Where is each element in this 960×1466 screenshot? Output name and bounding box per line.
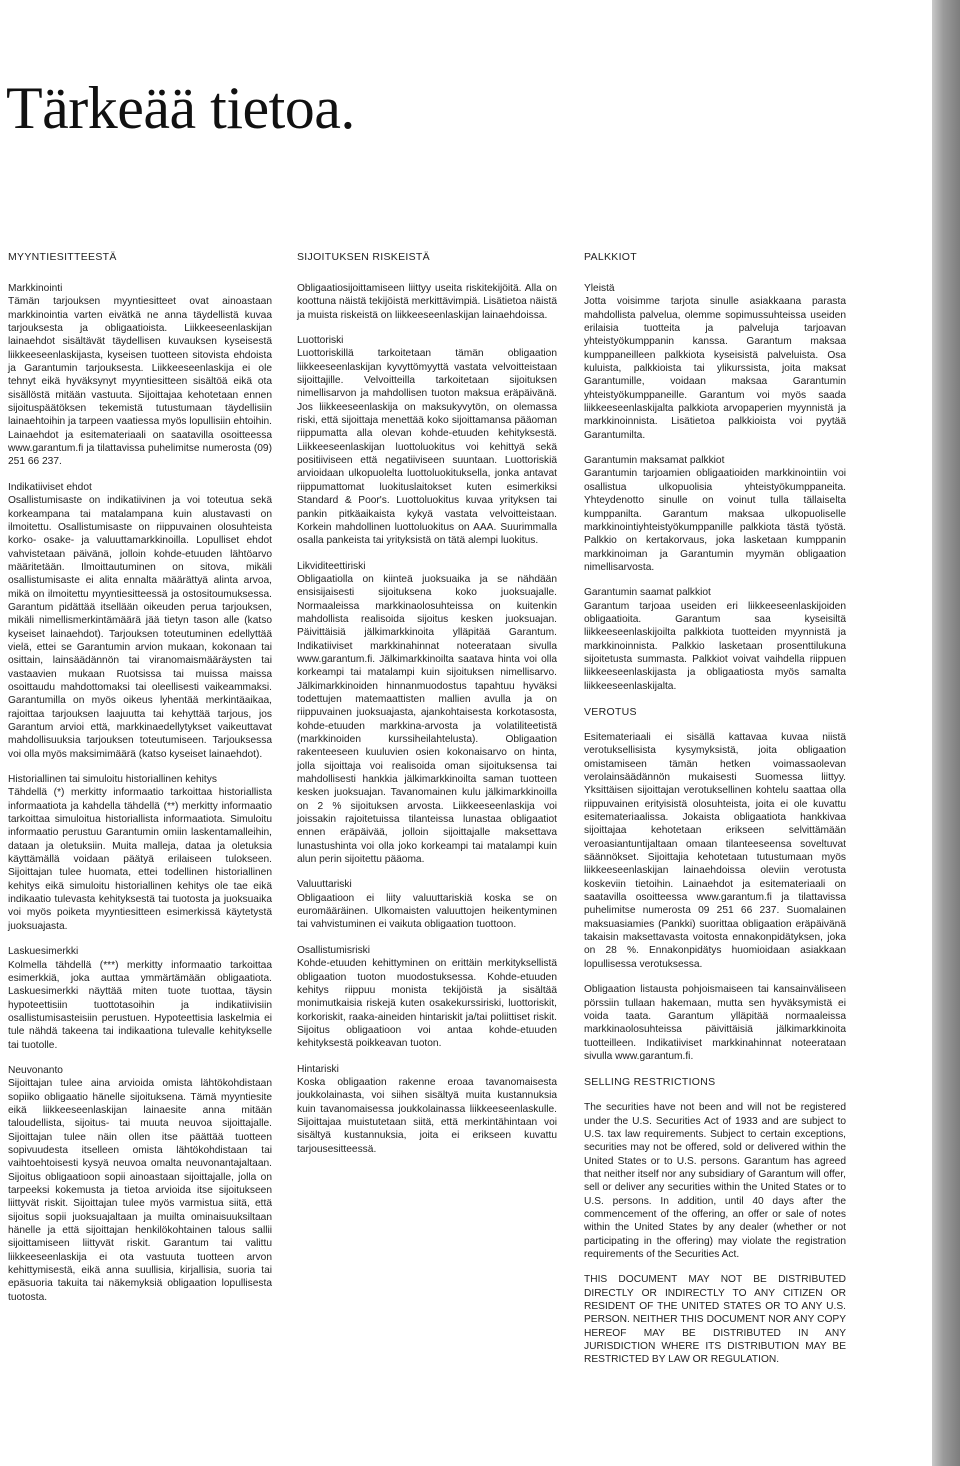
section-listaus <box>584 983 846 1063</box>
column-myyntiesitteesta <box>8 250 272 1316</box>
section-body: Kolmella tähdellä (***) merkitty informaatio tarkoittaa esimerkkiä, joka auttaa ymmärtämään obligaatiota. Laskuesimerkki näyttää miten tuote tuottaa, täysin hypoteettisiin tuottotasoihin ja indikatiivisiin osallistumisasteisiin perustuen. Hypoteettisia laskelmia ei tule nähdä takeena tai indikaationa tulevalle kehitykselle tai tuotolle. <box>8 959 272 1051</box>
section-osallistumisriski <box>297 944 557 1051</box>
section-markkinointi <box>8 282 272 469</box>
section-body: Obligaatiolla on kiinteä juoksuaika ja se nähdään ensisijaisesti sijoituksena koko juoksuajalle. Normaaleissa markkinaolosuhteissa on kuitenkin mahdollista realisoida sijoitus kesken juoksuajan. Päivittäisiä jälkimarkkinoita ylläpitää Garantum. Indikatiiviset markkinahinnat noteerataan sivulla www.garantum.fi. Jälkimarkkinoilta saatava hinta voi olla korkeampi tai matalampi kuin sijoituksen nimellisarvo. Jälkimarkkinoiden hinnanmuodostus tapahtuu hyväksi todettujen matemaattisten mallien avulla ja on riippuvainen juoksuajasta, ajankohtaisesta korkotasosta, kohde-etuuden markkina-arvosta ja volatiliteetistä (markkinoiden kurssiheilahtelusta). Obligaation rakenteeseen kuuluvien osien kokonaisarvo on hinta, jolla sijoittaja voi realisoida oman sijoituksensa tai mahdollisesti hankkia jälkimarkkinoilta saman tuotteen kesken juoksuajan. Tavanomainen kulu jälkimarkkinoilla on 2 % sijoituksen arvosta. Liikkeeseenlaskija voi joissakin rajoitetuissa tilanteissa lunastaa obligaatiot ennen eräpäivää, jolloin sijoittajalle maksettava lunastushinta voi olla joko korkeampi tai matalampi kuin alun perin sijoitettu pääoma. <box>297 573 557 866</box>
section-body: Luottoriskillä tarkoitetaan tämän obligaation liikkeeseenlaskijan kyvyttömyyttä vastata velvoitteistaan sijoittajille. Velvoitteilla tarkoitetaan sijoituksen nimellisarvon ja mahdollisen tuoton maksua eräpäivänä. Jos liikkeeseenlaskija on maksukyvytön, on olemassa riski, että sijoittaja menettää koko sijoittamansa pääoman riippumatta alla olevan kohde-etuuden kehityksestä. Liikkeeseenlaskijan luottoluokitus voi kehittyä sekä positiiviseen että negatiiviseen suuntaan. Luottoriskiä arvioidaan ulkopuolelta luottoluokituksella, jonka antavat riippumattomat luokituslaitokset kuten esimerkiksi Standard & Poor's. Luottoluokitus kuvaa yrityksen tai pankin pitkäaikaista kykyä vastata velvoitteistaan. Korkein mahdollinen luottoluokitus on AAA. Suurimmalla osalla pankeista tai yrityksistä on tätä alempi luokitus. <box>297 348 557 547</box>
section-yleista <box>584 282 846 442</box>
section-title: Markkinointi <box>8 283 63 294</box>
section-indikatiiviset-ehdot <box>8 481 272 761</box>
section-historiallinen-kehitys <box>8 773 272 933</box>
section-body: The securities have not been and will not be registered under the U.S. Securities Act of 1933 and are subject to U.S. tax law requirements. Subject to certain exceptions, securities may not be offered, sold or delivered within the United States or to U.S. persons. Garantum has agreed that neither itself nor any subsidiary of Garantum will offer, sell or deliver any securities within the United States or to U.S. persons. In addition, until 40 days after the commencement of the offering, an offer or sale of notes within the United States by any dealer (whether or not participating in the offering) may violate the registration requirements of the Securities Act. <box>584 1102 846 1260</box>
column-sijoituksen-riskeista <box>297 250 557 1168</box>
section-title: Garantumin saamat palkkiot <box>584 587 711 599</box>
column-palkkiot <box>584 250 846 1379</box>
section-body: Obligaatioon ei liity valuuttariskiä koska se on euromääräinen. Ulkomaisten valuuttojen heikentyminen tai vahvistuminen ei vaikuta obligaation tuottoon. <box>297 892 557 931</box>
section-hintariski <box>297 1063 557 1156</box>
section-body: Garantum tarjoaa useiden eri liikkeeseenlaskijoiden obligaatioita. Garantum saa kyseisiltä liikkeeseenlaskijoilta palkkiota tuotteiden myynnistä ja markkinoinnista. Palkkio lasketaan prosenttilukuna sijoitetusta summasta. Palkkiot voivat vaihdella riippuen liikkeeseenlaskijasta ja obligaatiosta myös samalta liikkeeseenlaskijalta. <box>584 600 846 692</box>
distribution-notice: THIS DOCUMENT MAY NOT BE DISTRIBUTED DIRECTLY OR INDIRECTLY TO ANY CITIZEN OR RESIDENT OF THE UNITED STATES OR TO ANY U.S. PERSON. NEITHER THIS DOCUMENT NOR ANY COPY HEREOF MAY BE DISTRIBUTED IN ANY JURISDICTION WHERE ITS DISTRIBUTION MAY BE RESTRICTED BY LAW OR REGULATION. <box>584 1274 846 1366</box>
section-saamat-palkkiot <box>584 586 846 693</box>
section-body: Koska obligaation rakenne eroaa tavanomaisesta joukkolainasta, voi siihen sisältyä muita kustannuksia kuin tavanomaisessa joukkolainassa liikkeeseenlaskulle. Sijoittajaa muistutetaan siitä, että merkintähintaan voi sisältyä kustannuksia, joita ei erikseen kuvattu tarjousesitteessä. <box>297 1076 557 1155</box>
section-verotus <box>584 731 846 971</box>
section-selling-restrictions <box>584 1101 846 1261</box>
section-body: Jotta voisimme tarjota sinulle asiakkaana parasta mahdollista palvelua, olemme sopimussuhteissa useiden erilaisia tuotteita ja palveluja tarjoavan yhteistyökumppanin kanssa. Garantum maksaa kumppaneilleen palkkiota kyseisistä palveluista. Osa kuluista, palkkioista tai ylikurssista, joita maksat Garantumille, voidaan maksaa Garantumin yhteistyökumppaneille. Garantum voi myös saada liikkeeseenlaskijalta palkkiota arvopaperien myynnistä ja markkinoinnista. Lisätietoa palkkioista voi pyytää Garantumilta. <box>584 296 846 441</box>
section-title: Hintariski <box>297 1063 339 1075</box>
section-body: Sijoittajan tulee aina arvioida omista lähtökohdistaan sopiiko obligaatio hänelle sijoituksena. Tämä myyntiesite eikä liikkeeseenlaskijan lainaesite anna mitään taloudellista, sijoitus- tai muuta neuvoa sijoittajalle. Sijoittajan tulee näin ollen itse päättää tuotteen sopivuudesta itselleen omista lähtökohdistaan tai vaihtoehtoisesti kysyä neuvoa omalta neuvonantajaltaan. Sijoitus obligaatioon sopii ainoastaan sijoittajalle, jolla on tarpeeksi kokemusta ja tietoa arvioida itse sijoitukseen liittyvät riskit. Sijoittajan tulee myös varmistua siitä, että sijoitus sopii juoksuajaltaan ja muilta ominaisuuksiltaan hänelle ja että sijoittajan henkilökohtainen talous sallii sijoittamiseen liittyvät riskit. Garantum tai valittu liikkeeseenlaskija ei ota vastuuta tuotteen arvon kehittymisestä, eikä anna suullisia, kirjallisia, suoria tai epäsuoria takuita tai näkemyksiä obligaation lopullisesta tuotosta. <box>8 1078 272 1303</box>
section-title: Indikatiiviset ehdot <box>8 481 92 493</box>
section-neuvonanto <box>8 1064 272 1304</box>
section-body: Obligaatiosijoittamiseen liittyy useita riskitekijöitä. Alla on koottuna näistä tekijöistä merkittävimpiä. Lisätietoa näistä ja muista riskeistä on liikkeeseenlaskijan lainaehdoissa. <box>297 283 557 321</box>
section-likviditeettiriski <box>297 560 557 867</box>
section-title: Valuuttariski <box>297 879 352 891</box>
section-body: Tämän tarjouksen myyntiesitteet ovat ainoastaan markkinointia varten eivätkä ne anna täydellistä kuvaa tarjouksesta ja obligaatioista. Liikkeeseenlaskijan lainaehdot sisältävät täydellisen kuvauksen kyseisestä liikkeeseenlaskijasta, kyseisen tuotteen sitovista ehdoista ja Garantumin tarjouksesta. Liikkeeseenlaskija ei ole tehnyt eikä hyväksynyt myyntiesitteen sisältöä eikä ota sisällöstä mitään vastuuta. Sijoittajaa kehotetaan ennen sijoituspäätöksen tekemistä tutustumaan täydellisiin lainaehtoihin ja tarpeen vaatiessa myös lopullisiin ehtoihin. Lainaehdot ja esitemateriaali on saatavilla osoitteessa www.garantum.fi ja tilattavissa puhelimitse numerosta (09) 251 66 237. <box>8 296 272 468</box>
section-body: Garantumin tarjoamien obligaatioiden markkinointiin voi osallistua ulkopuolisia yhteistyökumppaneita. Yhteydenotto sinulle on voinut tulla tällaiselta kumppanilta. Garantum maksaa ulkopuoliselle markkinointiyhteistyökumppanille palkkiota tästä työstä. Palkkio on kertakorvaus, joka lasketaan kumppanin markkinoiman ja Garantumin myymän obligaation nimellisarvosta. <box>584 468 846 573</box>
section-title: Laskuesimerkki <box>8 946 79 958</box>
section-maksamat-palkkiot <box>584 454 846 574</box>
section-intro <box>297 282 557 322</box>
section-laskuesimerkki <box>8 945 272 1052</box>
verotus-heading: VEROTUS <box>584 705 637 718</box>
section-valuuttariski <box>297 878 557 931</box>
page-title: Tärkeää tietoa. <box>6 75 355 141</box>
section-body: Kohde-etuuden kehittyminen on erittäin merkityksellistä obligaation tuoton muodostuksessa. Kohde-etuuden kehitys riippuu monista tekijöistä ja sisältää monimutkaisia riskejä kuten osakekurssiriski, luottoriskit, korkoriskit, raaka-aineiden hintariskit ja/tai poliittiset riskit. Sijoitus obligaatioon voi antaa kohde-etuuden kehityksestä poikkeavan tuoton. <box>297 958 557 1050</box>
section-title: Likviditeettiriski <box>297 560 366 572</box>
section-title: Neuvonanto <box>8 1064 63 1076</box>
section-title: Garantumin maksamat palkkiot <box>584 455 725 467</box>
section-title: Historiallinen tai simuloitu historiallinen kehitys <box>8 774 217 786</box>
column-heading: PALKKIOT <box>584 251 637 263</box>
section-distribution-notice <box>584 1273 846 1366</box>
section-luottoriski <box>297 334 557 548</box>
section-title: Yleistä <box>584 283 615 294</box>
page-edge-strip <box>932 0 960 1466</box>
column-heading: MYYNTIESITTEESTÄ <box>8 251 117 263</box>
section-body: Tähdellä (*) merkitty informaatio tarkoittaa historiallista informaatiota ja kahdella tähdellä (**) merkitty informaatio tarkoittaa simuloitua historiallista informaatiota. Simuloitu informaatio perustuu Garantumin omiin laskentamalleihin, dataan ja oletuksiin. Muita malleja, dataa ja oletuksia käyttämällä voidaan päätyä erilaiseen tulokseen. Sijoittajan tulee huomata, ettei todellinen historiallinen kehitys eikä simuloitu historiallinen kehitys ole tae eikä indikaatio tulevasta kehityksestä tai tuotosta ja juoksuaika voi myös poiketa myyntiesitteen esimerkissä käytetystä juoksuajasta. <box>8 787 272 932</box>
selling-restrictions-heading: SELLING RESTRICTIONS <box>584 1076 716 1089</box>
section-body: Obligaation listausta pohjoismaiseen tai kansainväliseen pörssiin tullaan hakemaan, mutta sen hyväksymistä ei voida taata. Garantum ylläpitää normaaleissa markkinaolosuhteissa päivittäisiä jälkimarkkinoita tuotteilleen. Indikatiiviset markkinahinnat noteerataan sivulla www.garantum.fi. <box>584 984 846 1062</box>
section-body: Esitemateriaali ei sisällä kattavaa kuvaa niistä verotuksellisista kysymyksistä, joita obligaation omistamiseen tämän hetken voimassaolevan verolainsäädännön mukaisesti Suomessa liittyy. Yksittäisen sijoittajan verotuksellinen kohtelu saattaa olla riippuvainen erityisistä olosuhteista, joita ei ole kuvattu esitemateriaalissa. Jokaista obligaatiota hankkivaa sijoittajaa kehotetaan erikseen selvittämään veroasiantuntijaltaan omaan tilanteeseensa soveltuvat säännökset. Sijoittajia kehotetaan tutustumaan myös liikkeeseenlaskijan lainaehdoissa oleviin verotusta koskeviin tietoihin. Lainaehdot ja esitemateriaali on saatavilla osoitteessa www.garantum.fi ja tilattavissa puhelimitse numerosta 09 251 66 237. Suomalainen maksuasiamies (Pankki) suorittaa obligaation eräpäivänä takaisin maksettavasta voitosta ennakonpidätyksen, joka on 28 %. Ennakonpidätys huomioidaan asiakkaan lopullisessa verotuksessa. <box>584 731 846 970</box>
section-body: Osallistumisaste on indikatiivinen ja voi toteutua sekä korkeampana tai matalampana kuin alustavasti on ilmoitettu. Osallistumisaste on riippuvainen olosuhteista korko- osake- ja valuuttamarkkinoilla. Lopulliset ehdot vahvistetaan päivänä, jolloin kohde-etuuden lähtöarvo määritetään. Ilmoittautuminen on sitova, mikäli osallistumisaste ei alita ennalta määrättyä alinta arvoa, mikä on ilmoitettu myyntiesitteessä ja ostositoumuksessa. Garantum pidättää itsellään oikeuden perua tarjouksen, mikäli nimellismerkintämäärä jää tietyn tason alle (katso kyseiset lainaehdot). Tarjouksen toteutuminen edellyttää vielä, ettei se Garantumin arvion mukaan, kokonaan tai osittain, lainsäädännön tai viranomaismääräysten tai vastaavien mukaan Ruotsissa tai muissa maissa osoittaudu mahdottomaksi tai oleellisesti vaikeammaksi. Garantumilla on myös oikeus lyhentää merkintäaikaa, rajoittaa tarjouksen laajuutta tai kehyttää tarjous, jos Garantum arvioi että, markkinaedellytykset vaikeuttavat mahdollisuuksia tarjouksen toteutumiseen. Tarjouksessa voi olla myös maksimimäärä (katso kyseiset lainaehdot). <box>8 495 272 760</box>
section-title: Osallistumisriski <box>297 944 371 956</box>
section-title: Luottoriski <box>297 335 344 347</box>
column-heading: SIJOITUKSEN RISKEISTÄ <box>297 251 430 263</box>
